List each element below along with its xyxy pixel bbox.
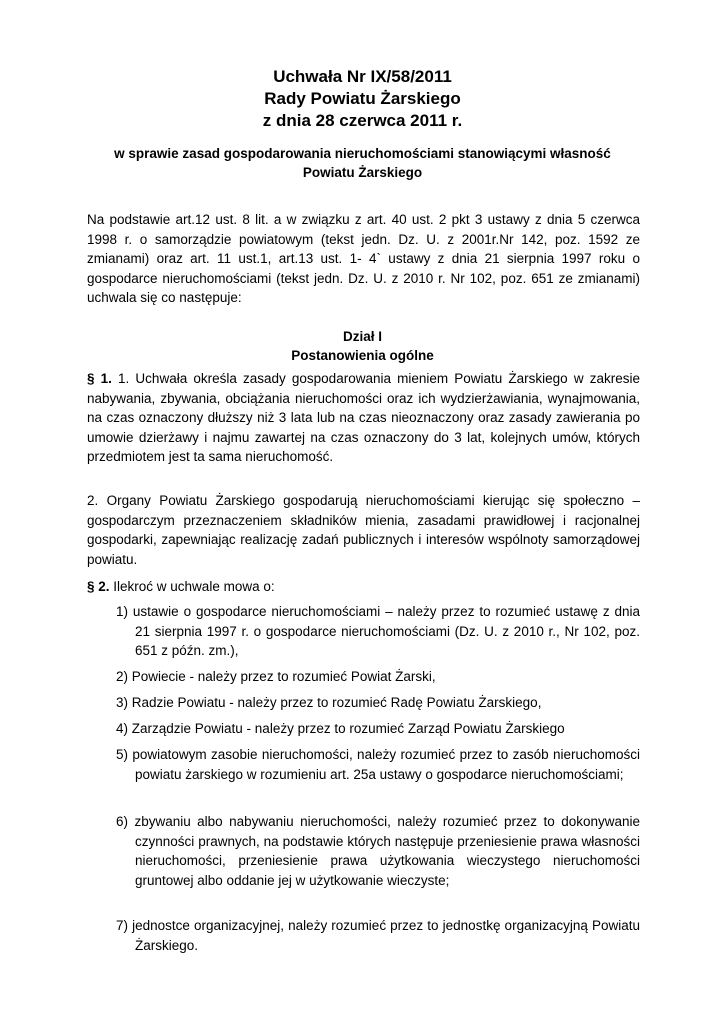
definition-item-1: 1) ustawie o gospodarce nieruchomościami – należy przez to rozumieć ustawę z dnia 21 sierpnia 1997 r. o gospodarce nieruchomościami (Dz. U. z 2010 r., Nr 102, poz. 651 z późn. zm.), xyxy=(116,604,640,658)
definition-item-7: 7) jednostce organizacyjnej, należy rozumieć przez to jednostkę organizacyjną Powiatu Żarskiego. xyxy=(116,918,640,953)
paragraph-1-point-2: 2. Organy Powiatu Żarskiego gospodarują nieruchomościami kierując się społeczno – gospodarczym przeznaczeniem składników mienia, zasadami prawidłowej i racjonalnej gospodarki, zapewniając realizację zadań publicznych i interesów wspólnoty samorządowej powiatu. xyxy=(87,493,640,567)
definition-item-3: 3) Radzie Powiatu - należy przez to rozumieć Radę Powiatu Żarskiego, xyxy=(116,695,542,710)
resolution-number: Uchwała Nr IX/58/2011 xyxy=(273,67,452,86)
paragraph-1 xyxy=(87,369,640,467)
paragraph-2 xyxy=(87,577,640,597)
section-subtitle: Postanowienia ogólne xyxy=(291,348,434,363)
council-name: Rady Powiatu Żarskiego xyxy=(264,89,461,108)
definition-item-6: 6) zbywaniu albo nabywaniu nieruchomości, należy rozumieć przez to dokonywanie czynności prawnych, na podstawie których następuje przeniesienie prawa własności nieruchomości, przeniesienie prawa użytkowania wieczystego nieruchomości gruntowej albo oddanie jej w użytkowanie wieczyste; xyxy=(116,814,640,888)
section-title: Dział I xyxy=(342,329,382,344)
definition-item-2: 2) Powiecie - należy przez to rozumieć Powiat Żarski, xyxy=(116,669,436,684)
paragraph-1-text: 1. Uchwała określa zasady gospodarowania mieniem Powiatu Żarskiego w zakresie nabywania, zbywania, obciążania nieruchomości oraz ich wydzierżawiania, wynajmowania, na czas oznaczony dłuższy niż 3 lata lub na czas nieoznaczony oraz zasady zawierania po umowie dzierżawy i najmu zawartej na czas oznaczony do 3 lat, kolejnych umów, których przedmiotem jest ta sama nieruchomość. xyxy=(87,371,640,464)
paragraph-2-text: Ilekroć w uchwale mowa o: xyxy=(109,579,275,594)
preamble: Na podstawie art.12 ust. 8 lit. a w związku z art. 40 ust. 2 pkt 3 ustawy z dnia 5 czerwca 1998 r. o samorządzie powiatowym (tekst jedn. Dz. U. z 2001r.Nr 142, poz. 1592 ze zmianami) oraz art. 11 ust.1, art.13 ust. 1- 4` ustawy z dnia 21 sierpnia 1997 roku o gospodarce nieruchomościami (tekst jedn. Dz. U. z 2010 r. Nr 102, poz. 651 ze zmianami) uchwala się co następuje: xyxy=(87,212,640,305)
definition-item-4: 4) Zarządzie Powiatu - należy przez to rozumieć Zarząd Powiatu Żarskiego xyxy=(116,721,565,736)
subject-line-1: w sprawie zasad gospodarowania nieruchomościami stanowiącymi własność xyxy=(114,146,611,161)
definition-item-5: 5) powiatowym zasobie nieruchomości, należy rozumieć przez to zasób nieruchomości powiatu żarskiego w rozumieniu art. 25a ustawy o gospodarce nieruchomościami; xyxy=(116,747,640,782)
paragraph-1-label: § 1. xyxy=(87,371,112,386)
resolution-date: z dnia 28 czerwca 2011 r. xyxy=(262,111,463,130)
paragraph-2-label: § 2. xyxy=(87,579,110,594)
subject-line-2: Powiatu Żarskiego xyxy=(302,165,423,180)
